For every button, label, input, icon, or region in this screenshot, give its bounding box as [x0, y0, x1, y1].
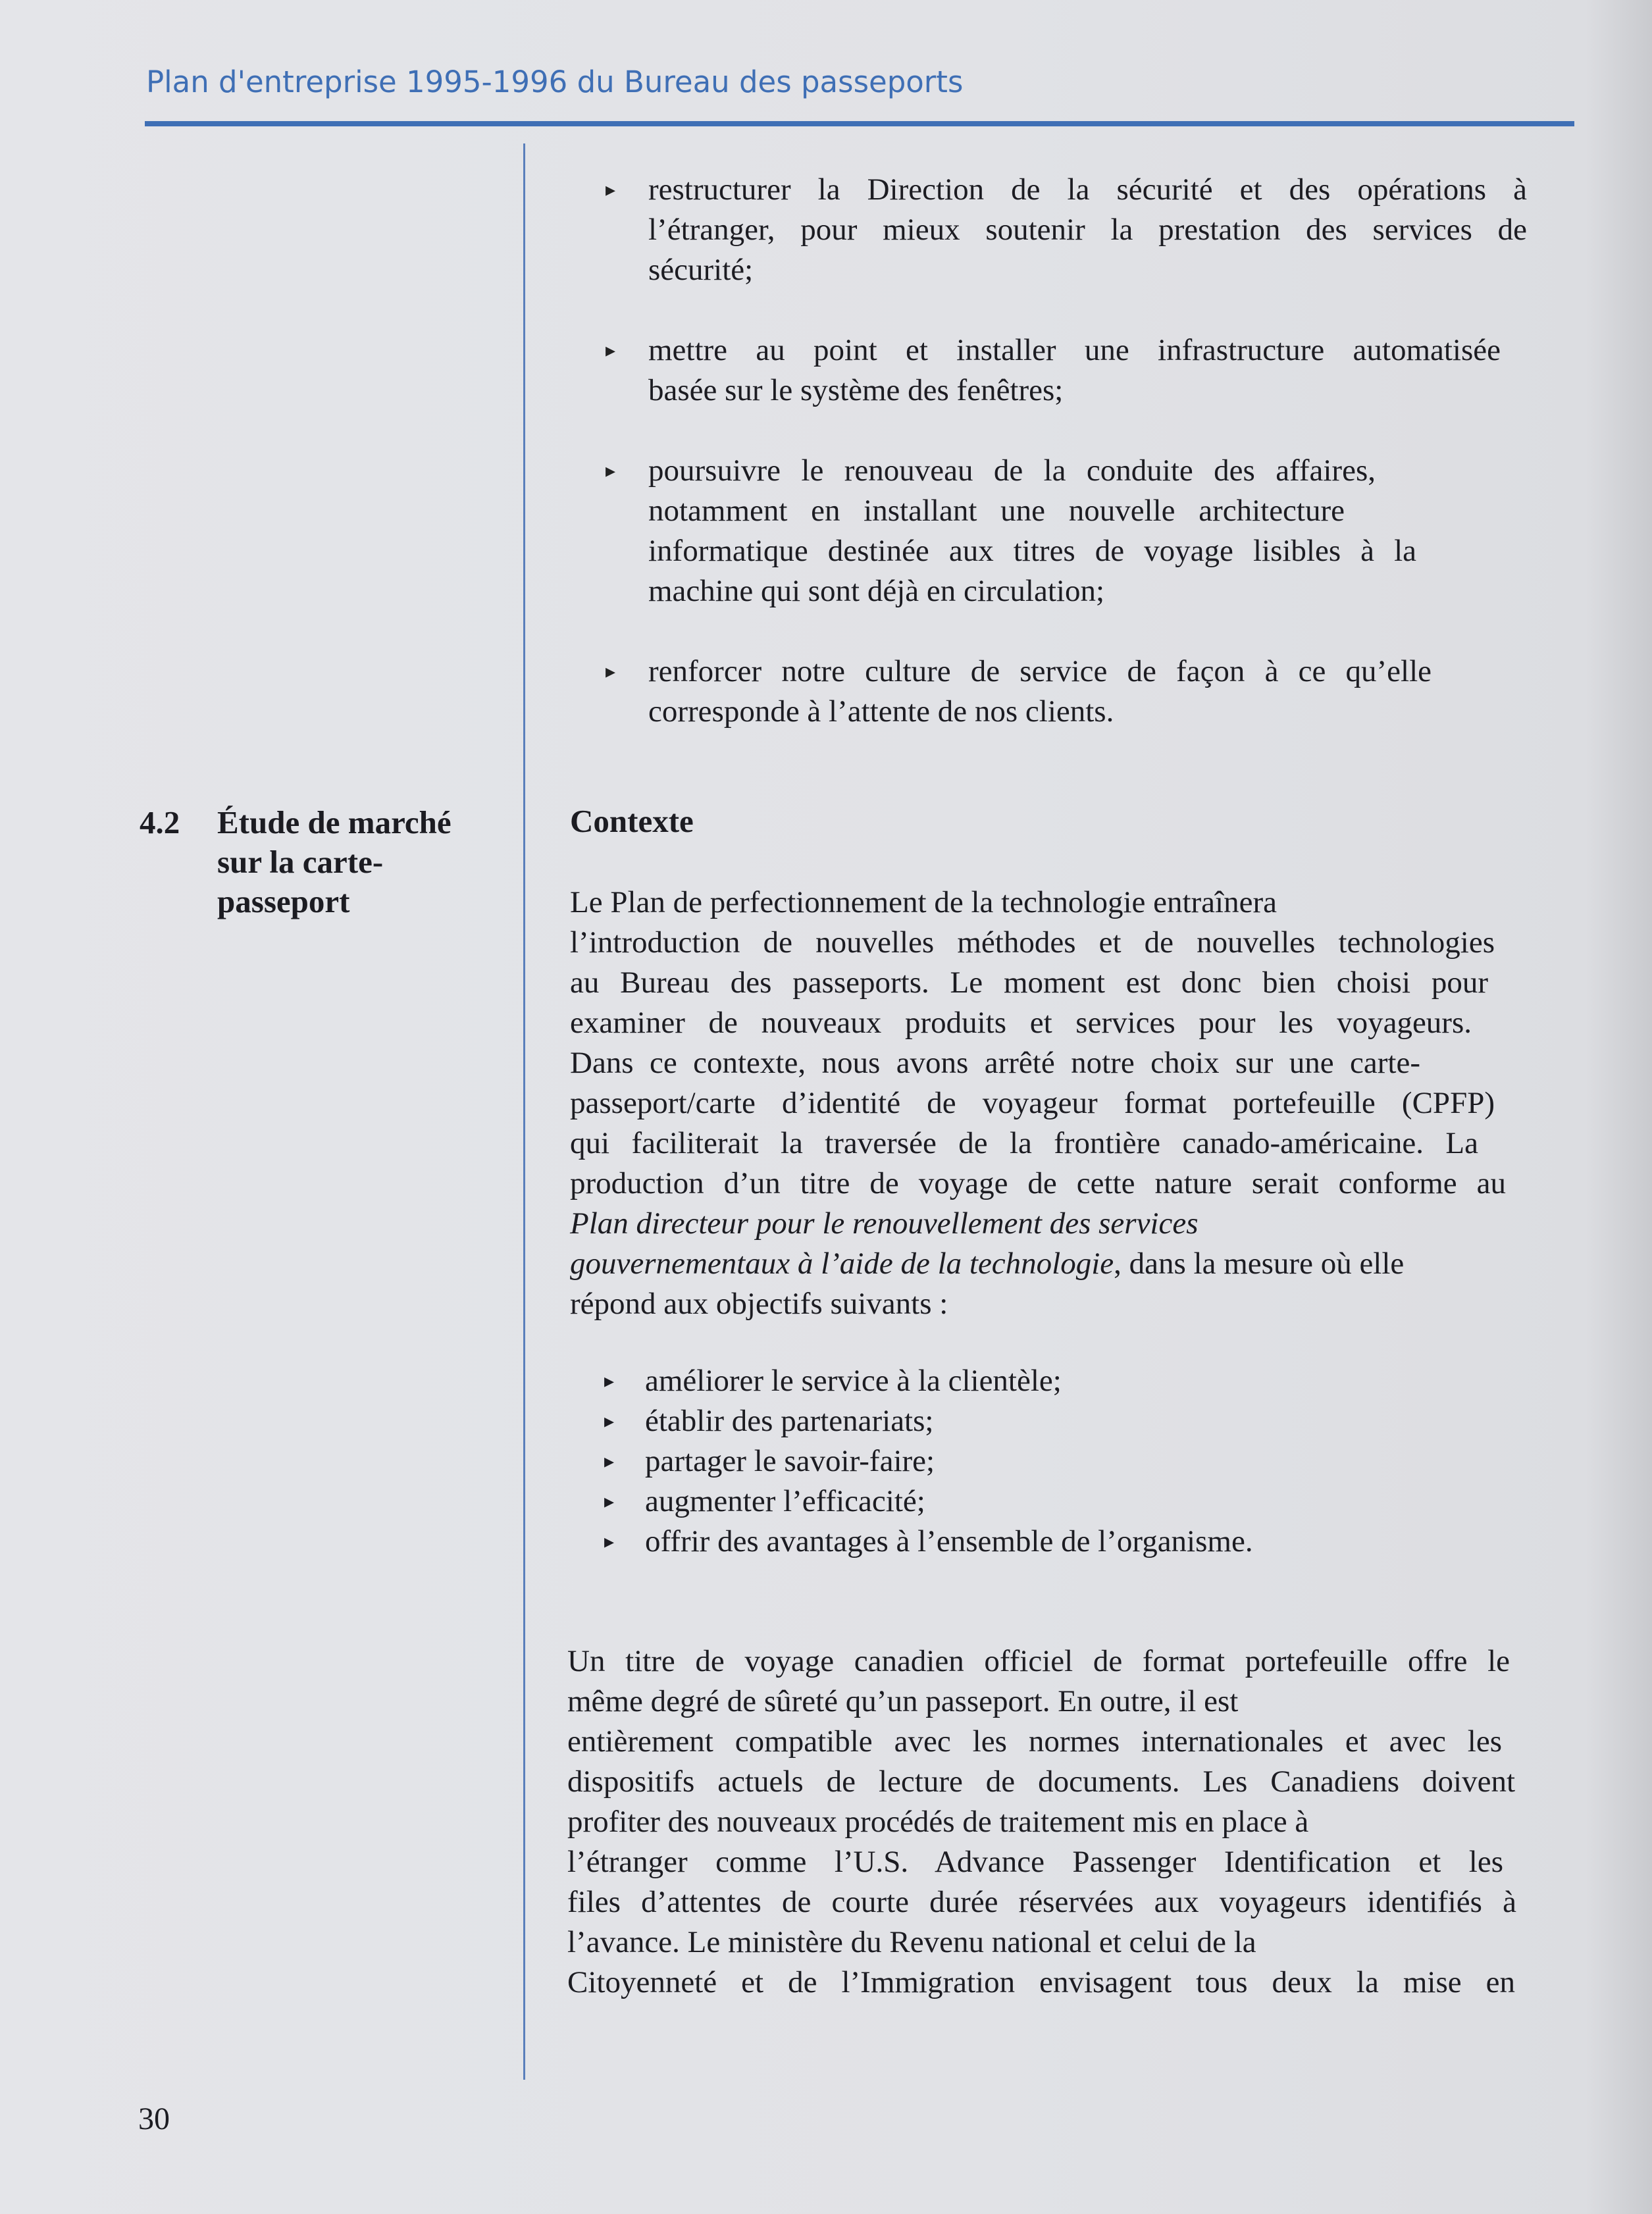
- list-item: [604, 1481, 1512, 1522]
- text-line: production d’un titre de voyage de cette nature serait conforme au: [570, 1166, 1506, 1200]
- list-item: [604, 1361, 1512, 1401]
- bullet-arrow-icon: ▸: [606, 340, 616, 361]
- objective-text: partager le savoir-faire;: [645, 1444, 935, 1478]
- passport-card-paragraph: [567, 1641, 1535, 2003]
- text-line: l’étranger comme l’U.S. Advance Passenger Identification et les: [567, 1845, 1503, 1879]
- text-line: l’avance. Le ministère du Revenu national et celui de la: [567, 1925, 1256, 1959]
- text-fragment: , dans la mesure où elle: [1114, 1247, 1405, 1281]
- text-line: Le Plan de perfectionnement de la technologie entraînera: [570, 885, 1277, 919]
- list-item: [606, 652, 1527, 732]
- objective-text: établir des partenariats;: [645, 1404, 934, 1438]
- list-item: [606, 451, 1527, 611]
- italic-title: gouvernementaux à l’aide de la technologie: [570, 1247, 1114, 1281]
- text-line: [570, 1244, 1531, 1284]
- page-number: 30: [138, 2101, 170, 2136]
- text-line: basée sur le système des fenêtres;: [648, 373, 1064, 407]
- text-line: renforcer notre culture de service de façon à ce qu’elle: [648, 654, 1432, 688]
- list-item: [606, 330, 1527, 411]
- list-item: [604, 1401, 1512, 1441]
- bullet-arrow-icon: ▸: [604, 1531, 615, 1553]
- text-line: mettre au point et installer une infrastructure automatisée: [648, 333, 1501, 367]
- header-rule: [145, 121, 1574, 126]
- section-title-line: sur la carte-: [217, 844, 384, 880]
- text-line: files d’attentes de courte durée réservées aux voyageurs identifiés à: [567, 1885, 1516, 1919]
- objective-text: augmenter l’efficacité;: [645, 1484, 925, 1518]
- context-paragraph: [570, 883, 1531, 1324]
- italic-title: Plan directeur pour le renouvellement des services: [570, 1206, 1199, 1241]
- column-divider: [523, 143, 525, 2080]
- bullet-arrow-icon: ▸: [606, 460, 616, 482]
- text-line: répond aux objectifs suivants :: [570, 1287, 948, 1321]
- bullet-arrow-icon: ▸: [604, 1410, 615, 1432]
- list-item: [604, 1441, 1512, 1481]
- text-line: au Bureau des passeports. Le moment est donc bien choisi pour: [570, 965, 1488, 1000]
- text-line: informatique destinée aux titres de voyage lisibles à la: [648, 534, 1416, 568]
- text-line: Un titre de voyage canadien officiel de format portefeuille offre le: [567, 1644, 1510, 1678]
- context-heading: Contexte: [570, 803, 694, 839]
- bullet-arrow-icon: ▸: [604, 1451, 615, 1472]
- objectives-list: [604, 1361, 1512, 1562]
- text-line: poursuivre le renouveau de la conduite des affaires,: [648, 453, 1376, 488]
- text-line: Dans ce contexte, nous avons arrêté notre choix sur une carte-: [570, 1046, 1420, 1080]
- section-number: 4.2: [140, 804, 180, 840]
- text-line: l’étranger, pour mieux soutenir la prestation des services de: [648, 213, 1527, 247]
- text-line: dispositifs actuels de lecture de documents. Les Canadiens doivent: [567, 1764, 1515, 1799]
- bullet-arrow-icon: ▸: [604, 1370, 615, 1392]
- text-line: machine qui sont déjà en circulation;: [648, 574, 1105, 608]
- text-line: sécurité;: [648, 253, 754, 287]
- text-line: restructurer la Direction de la sécurité et des opérations à: [648, 172, 1527, 207]
- text-line: entièrement compatible avec les normes internationales et avec les: [567, 1724, 1502, 1759]
- bullet-arrow-icon: ▸: [604, 1491, 615, 1512]
- objective-text: offrir des avantages à l’ensemble de l’organisme.: [645, 1524, 1253, 1558]
- section-title: [217, 803, 507, 921]
- list-item: [604, 1522, 1512, 1562]
- section-title-line: passeport: [217, 883, 350, 919]
- text-line: qui faciliterait la traversée de la frontière canado-américaine. La: [570, 1126, 1478, 1160]
- text-line: Citoyenneté et de l’Immigration envisagent tous deux la mise en: [567, 1965, 1515, 1999]
- section-title-line: Étude de marché: [217, 804, 452, 840]
- bullet-arrow-icon: ▸: [606, 661, 616, 682]
- text-line: l’introduction de nouvelles méthodes et de nouvelles technologies: [570, 925, 1495, 960]
- top-bullet-list: [606, 170, 1527, 772]
- text-line: passeport/carte d’identité de voyageur format portefeuille (CPFP): [570, 1086, 1495, 1120]
- text-line: examiner de nouveaux produits et services pour les voyageurs.: [570, 1006, 1472, 1040]
- text-line: [570, 1204, 1531, 1244]
- text-line: profiter des nouveaux procédés de traitement mis en place à: [567, 1805, 1309, 1839]
- objective-text: améliorer le service à la clientèle;: [645, 1364, 1062, 1398]
- running-header: Plan d'entreprise 1995-1996 du Bureau des passeports: [146, 64, 964, 99]
- text-line: notamment en installant une nouvelle architecture: [648, 494, 1345, 528]
- text-line: corresponde à l’attente de nos clients.: [648, 694, 1114, 729]
- text-line: même degré de sûreté qu’un passeport. En outre, il est: [567, 1684, 1239, 1718]
- list-item: [606, 170, 1527, 290]
- bullet-arrow-icon: ▸: [606, 179, 616, 201]
